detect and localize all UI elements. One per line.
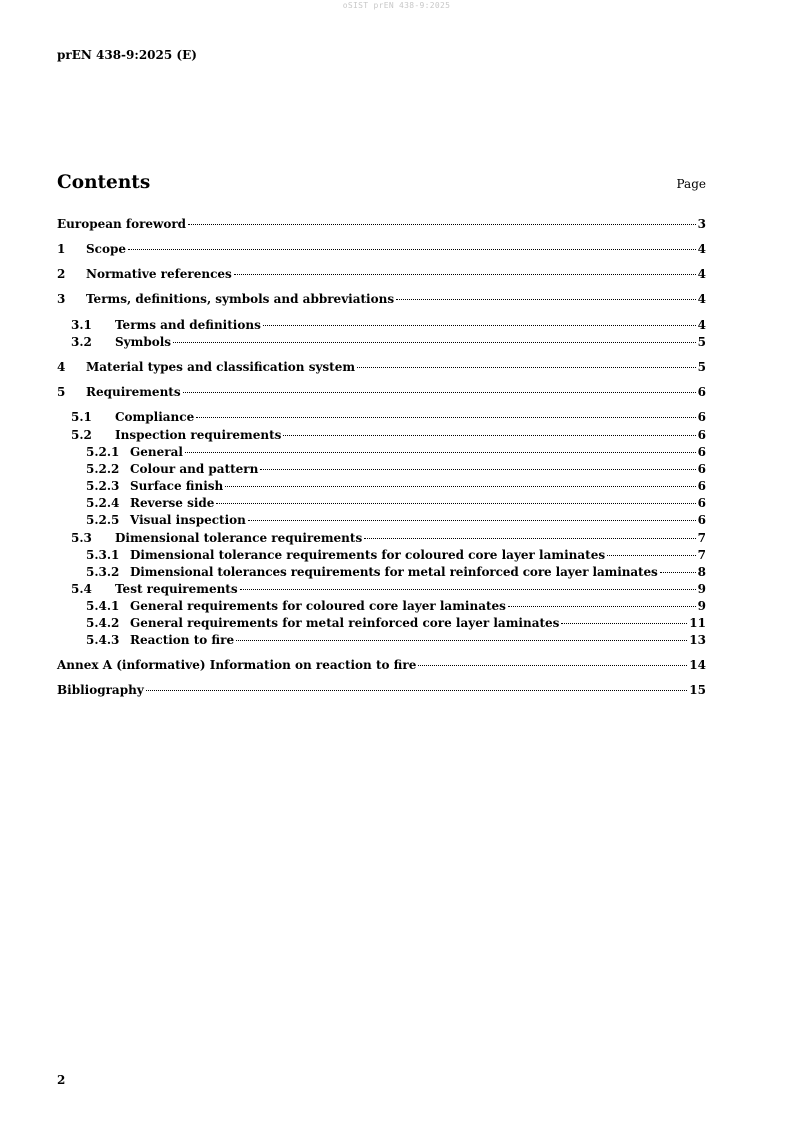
toc-page: 7 [697,531,706,545]
toc-page: 3 [697,217,706,231]
toc-title: Visual inspection [130,513,246,527]
toc-page: 6 [697,462,706,476]
toc-title: Reaction to fire [130,633,235,647]
dot-leader [248,519,696,521]
toc-title: Dimensional tolerances requirements for metal reinforced core layer laminates [130,565,658,579]
dot-leader [173,341,696,343]
toc-page: 6 [697,496,706,510]
dot-leader [216,502,695,504]
toc-page: 13 [689,633,706,647]
dot-leader [260,468,695,470]
toc-entry-general-metal-reinforced[interactable] [57,615,706,631]
toc-entry-tolerance-metal-reinforced[interactable] [57,564,706,580]
dot-leader [196,416,695,418]
dot-leader [185,451,696,453]
toc-entry-scope[interactable] [57,241,706,257]
toc-number: 5.4.1 [86,599,120,613]
toc-number: 3 [57,292,66,306]
toc-page: 14 [689,658,706,672]
toc-entry-inspection-requirements[interactable] [57,427,706,443]
toc-entry-general-coloured-core[interactable] [57,598,706,614]
toc-number: 5.3.2 [86,565,120,579]
toc-page: 4 [697,292,706,306]
toc-number: 5.2.4 [86,496,120,510]
toc-number: 5.1 [71,410,92,424]
toc-entry-reaction-to-fire[interactable] [57,632,706,648]
toc-page: 6 [697,410,706,424]
toc-page: 4 [697,318,706,332]
toc-page: 9 [697,582,706,596]
toc-number: 1 [57,242,66,256]
toc-title: Normative references [86,267,232,281]
toc-number: 5.2.3 [86,479,120,493]
toc-entry-tolerance-coloured-core[interactable] [57,547,706,563]
toc-entry-normative-references[interactable] [57,266,706,282]
document-id: prEN 438-9:2025 (E) [57,48,197,62]
toc-title: General requirements for metal reinforced core layer laminates [130,616,560,630]
toc-title: Compliance [115,410,195,424]
toc-page: 8 [697,565,706,579]
dot-leader [128,248,696,250]
toc-number: 5 [57,385,66,399]
toc-entry-dimensional-tolerance[interactable] [57,530,706,546]
watermark: oSIST prEN 438-9:2025 [342,1,451,10]
toc-number: 3.2 [71,335,92,349]
dot-leader [364,537,695,539]
toc-number: 5.3 [71,531,92,545]
dot-leader [357,366,696,368]
page-number: 2 [57,1073,66,1087]
toc-title: General [130,445,183,459]
toc-page: 5 [697,360,706,374]
toc-number: 4 [57,360,66,374]
toc-number: 3.1 [71,318,92,332]
toc-title: European foreword [57,217,187,231]
dot-leader [508,605,696,607]
toc-title: Scope [86,242,127,256]
toc-page: 4 [697,242,706,256]
dot-leader [225,485,695,487]
toc-page: 7 [697,548,706,562]
dot-leader [607,554,696,556]
toc-entry-visual-inspection[interactable] [57,512,706,528]
toc-page: 6 [697,385,706,399]
dot-leader [561,622,687,624]
toc-entry-bibliography[interactable] [57,682,706,698]
toc-number: 5.4.3 [86,633,120,647]
toc-number: 5.2 [71,428,92,442]
dot-leader [188,223,696,225]
toc-number: 5.2.2 [86,462,120,476]
toc-title: Material types and classification system [86,360,356,374]
toc-title: Dimensional tolerance requirements [115,531,363,545]
dot-leader [183,391,696,393]
dot-leader [660,571,696,573]
page-column-label: Page [676,177,706,191]
toc-entry-general[interactable] [57,444,706,460]
toc-page: 6 [697,428,706,442]
dot-leader [418,664,687,666]
toc-page: 6 [697,513,706,527]
toc-entry-terms-definitions[interactable] [57,317,706,333]
toc-entry-surface-finish[interactable] [57,478,706,494]
toc-entry-symbols[interactable] [57,334,706,350]
toc-number: 5.4.2 [86,616,120,630]
toc-title: Surface finish [130,479,224,493]
toc-entry-terms[interactable] [57,291,706,307]
toc-title: Requirements [86,385,181,399]
toc-entry-foreword[interactable] [57,216,706,232]
toc-title: Symbols [115,335,172,349]
dot-leader [234,273,696,275]
dot-leader [283,434,695,436]
toc-title: Reverse side [130,496,215,510]
toc-title: Terms, definitions, symbols and abbreviations [86,292,395,306]
toc-entry-compliance[interactable] [57,409,706,425]
dot-leader [236,639,687,641]
toc-title: Inspection requirements [115,428,282,442]
toc-number: 5.3.1 [86,548,120,562]
toc-title: Dimensional tolerance requirements for coloured core layer laminates [130,548,606,562]
toc-number: 5.2.5 [86,513,120,527]
toc-page: 6 [697,479,706,493]
toc-page: 6 [697,445,706,459]
toc-entry-requirements[interactable] [57,384,706,400]
toc-title: Annex A (informative) Information on reaction to fire [57,658,417,672]
toc-number: 5.4 [71,582,92,596]
toc-page: 15 [689,683,706,697]
toc-entry-annex-a[interactable] [57,657,706,673]
toc-page: 5 [697,335,706,349]
toc-entry-colour-pattern[interactable] [57,461,706,477]
toc-page: 11 [689,616,706,630]
toc-title: Bibliography [57,683,144,697]
toc-number: 2 [57,267,66,281]
toc-page: 9 [697,599,706,613]
contents-header [57,172,706,198]
dot-leader [240,588,696,590]
toc-title: Test requirements [115,582,238,596]
dot-leader [396,298,696,300]
toc-entry-test-requirements[interactable] [57,581,706,597]
toc-title: Terms and definitions [115,318,261,332]
dot-leader [263,324,696,326]
toc-number: 5.2.1 [86,445,120,459]
toc-entry-material-types[interactable] [57,359,706,375]
toc-title: General requirements for coloured core layer laminates [130,599,506,613]
contents-title: Contents [57,172,151,193]
toc-title: Colour and pattern [130,462,259,476]
toc-entry-reverse-side[interactable] [57,495,706,511]
toc-page: 4 [697,267,706,281]
dot-leader [146,689,688,691]
